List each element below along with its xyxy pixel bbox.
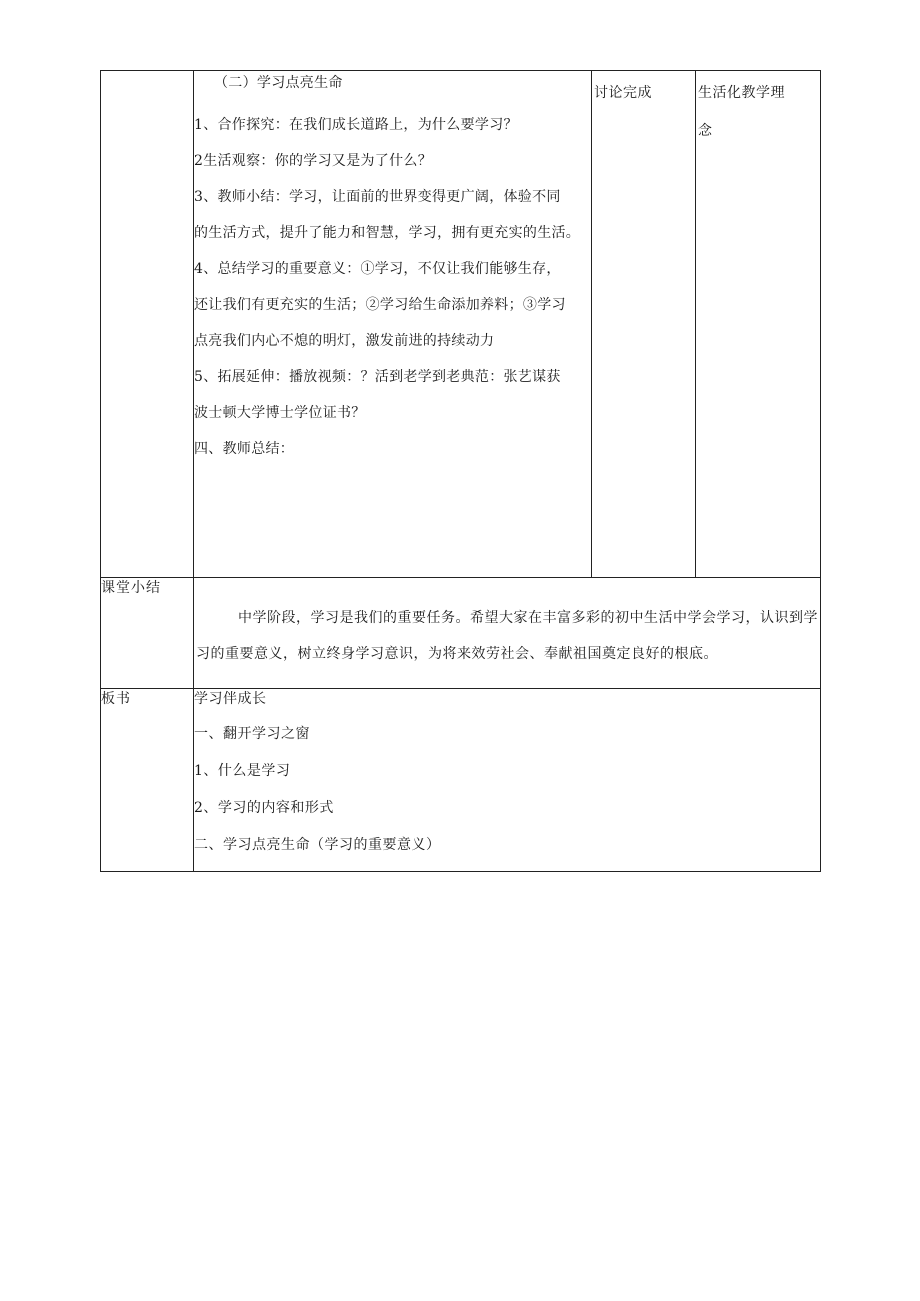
activity-line: 2生活观察：你的学习又是为了什么？ [194,153,433,169]
activity-line: 点亮我们内心不熄的明灯，激发前进的持续动力 [194,333,495,349]
board-line: 2、学习的内容和形式 [194,800,334,816]
board-row [101,689,821,872]
board-content-cell [194,689,821,872]
activity-line: 1、合作探究：在我们成长道路上，为什么要学习？ [194,117,518,133]
board-line: 1、什么是学习 [194,763,291,779]
activity-line: 3、教师小结：学习，让面前的世界变得更广阔，体验不同 [194,189,561,205]
activity-label-cell [101,71,194,578]
activity-content-cell [194,71,592,578]
design-idea-cell [696,71,821,578]
activity-line: 还让我们有更充实的生活；②学习给生命添加养料；③学习 [194,297,566,313]
design-idea-text [696,71,820,141]
activity-line: 波士顿大学博士学位证书？ [194,405,366,421]
activity-line: 4、总结学习的重要意义：①学习，不仅让我们能够生存， [194,261,561,277]
board-label: 板书 [101,689,194,872]
activity-line: 四、教师总结： [194,441,295,457]
student-activity-cell [592,71,696,578]
summary-cell [194,578,821,689]
lesson-plan-table [100,70,821,872]
student-activity-text: 讨论完成 [594,85,652,101]
summary-row [101,578,821,689]
design-idea-line: 生活化教学理 [698,85,785,101]
section-heading: （二）学习点亮生命 [214,75,343,91]
design-idea-line: 念 [698,123,713,139]
summary-label: 课堂小结 [101,578,194,689]
summary-text: 中学阶段，学习是我们的重要任务。希望大家在丰富多彩的初中生活中学会学习，认识到学习的重要意义，树立终身学习意识，为将来效劳社会、奉献祖国奠定良好的根底。 [196,610,818,662]
activity-line: 的生活方式，提升了能力和智慧，学习，拥有更充实的生活。 [194,225,581,241]
board-line: 学习伴成长 [194,691,267,707]
activity-row [101,71,821,578]
activity-line: 5、拓展延伸：播放视频：？活到老学到老典范：张艺谋获 [194,369,561,385]
board-line: 一、翻开学习之窗 [194,726,310,742]
board-line: 二、学习点亮生命（学习的重要意义） [194,837,441,853]
